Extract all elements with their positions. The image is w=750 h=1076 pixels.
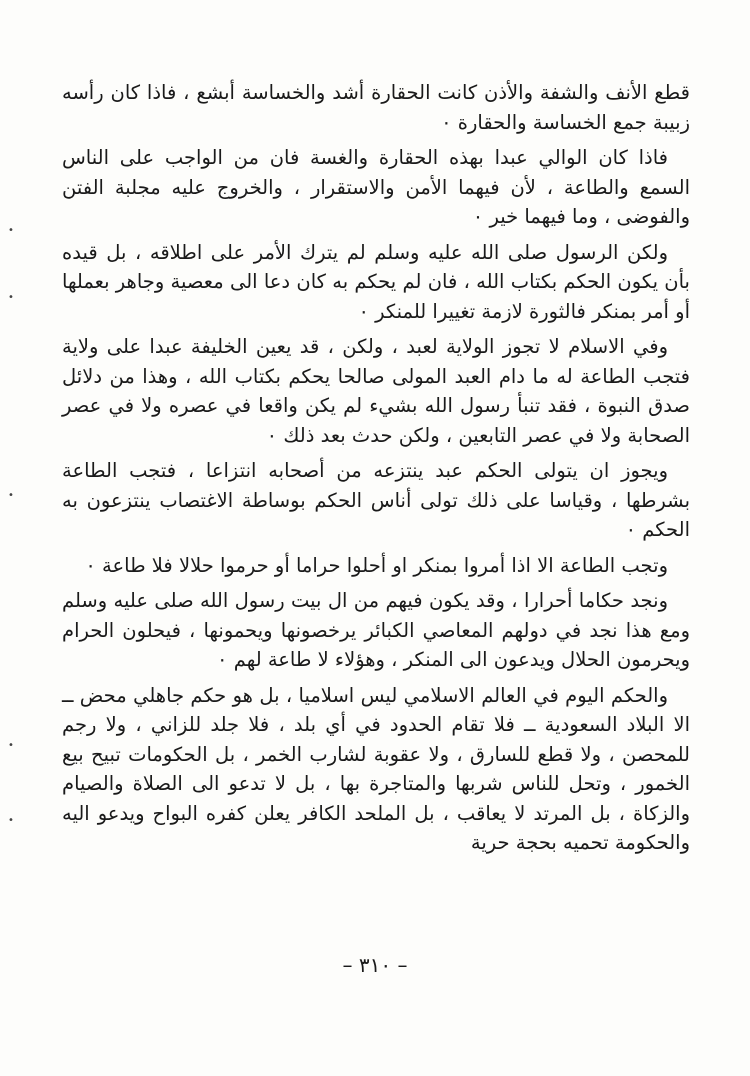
paragraph-5: ويجوز ان يتولى الحكم عبد ينتزعه من أصحابه انتزاعا ، فتجب الطاعة بشرطها ، وقياسا على ذلك تولى أناس الحكم بوساطة الاغتصاب ينتزعون به الحكم ٠ xyxy=(62,459,690,541)
margin-dot: • xyxy=(8,225,14,236)
paragraph-7: ونجد حكاما أحرارا ، وقد يكون فيهم من ال بيت رسول الله صلى عليه وسلم ومع هذا نجد في دولهم المعاصي الكبائر يرخصونها ويحمونها ، فيحلون الحرام ويحرمون الحلال ويدعون الى المنكر ، وهؤلاء لا طاعة لهم ٠ xyxy=(62,589,690,671)
margin-dot: • xyxy=(8,740,14,751)
page-number: – ٣١٠ – xyxy=(342,953,408,977)
paragraph-4: وفي الاسلام لا تجوز الولاية لعبد ، ولكن ، قد يعين الخليفة عبدا على ولاية فتجب الطاعة له ما دام العبد المولى صالحا يحكم بكتاب الله ، وهذا من دلائل صدق النبوة ، فقد تنبأ رسول الله بشيء لم يكن واقعا في عصره ولا في عصر الصحابة ولا في عصر التابعين ، ولكن حدث بعد ذلك ٠ xyxy=(62,335,690,447)
paragraph-3: ولكن الرسول صلى الله عليه وسلم لم يترك الأمر على اطلاقه ، بل قيده بأن يكون الحكم بكتاب الله ، فان لم يحكم به كان دعا الى معصية وجاهر بعملها أو أمر بمنكر فالثورة لازمة تغييرا للمنكر ٠ xyxy=(62,240,690,323)
paragraph-6: وتجب الطاعة الا اذا أمروا بمنكر او أحلوا حراما أو حرموا حلالا فلا طاعة ٠ xyxy=(85,553,668,577)
margin-dot: • xyxy=(8,292,14,303)
margin-dot: • xyxy=(8,815,14,826)
margin-dot: • xyxy=(8,490,14,501)
paragraph-1: قطع الأنف والشفة والأذن كانت الحقارة أشد والخساسة أبشع ، فاذا كان رأسه زبيبة جمع الخساسة والحقارة ٠ xyxy=(62,81,690,134)
paragraph-8: والحكم اليوم في العالم الاسلامي ليس اسلاميا ، بل هو حكم جاهلي محض ــ الا البلاد السعودية ــ فلا تقام الحدود في أي بلد ، فلا جلد للزاني ، ولا رجم للمحصن ، ولا قطع للسارق ، ولا عقوبة لشارب الخمر ، بل الحكومات تبيح بيع الخمور ، وتحل للناس شربها والمتاجرة بها ، بل لا تدعو الى الصلاة والصيام والزكاة ، بل المرتد لا يعاقب ، بل الملحد الكافر يعلن كفره البواح ويدعو اليه والحكومة تحميه بحجة حرية xyxy=(62,683,690,854)
paragraph-2: فاذا كان الوالي عبدا بهذه الحقارة والغسة فان من الواجب على الناس السمع والطاعة ، لأن فيهما الأمن والاستقرار ، والخروج عليه مجلبة الفتن والفوضى ، وما فيهما خير ٠ xyxy=(62,146,690,228)
main-text xyxy=(62,78,690,864)
